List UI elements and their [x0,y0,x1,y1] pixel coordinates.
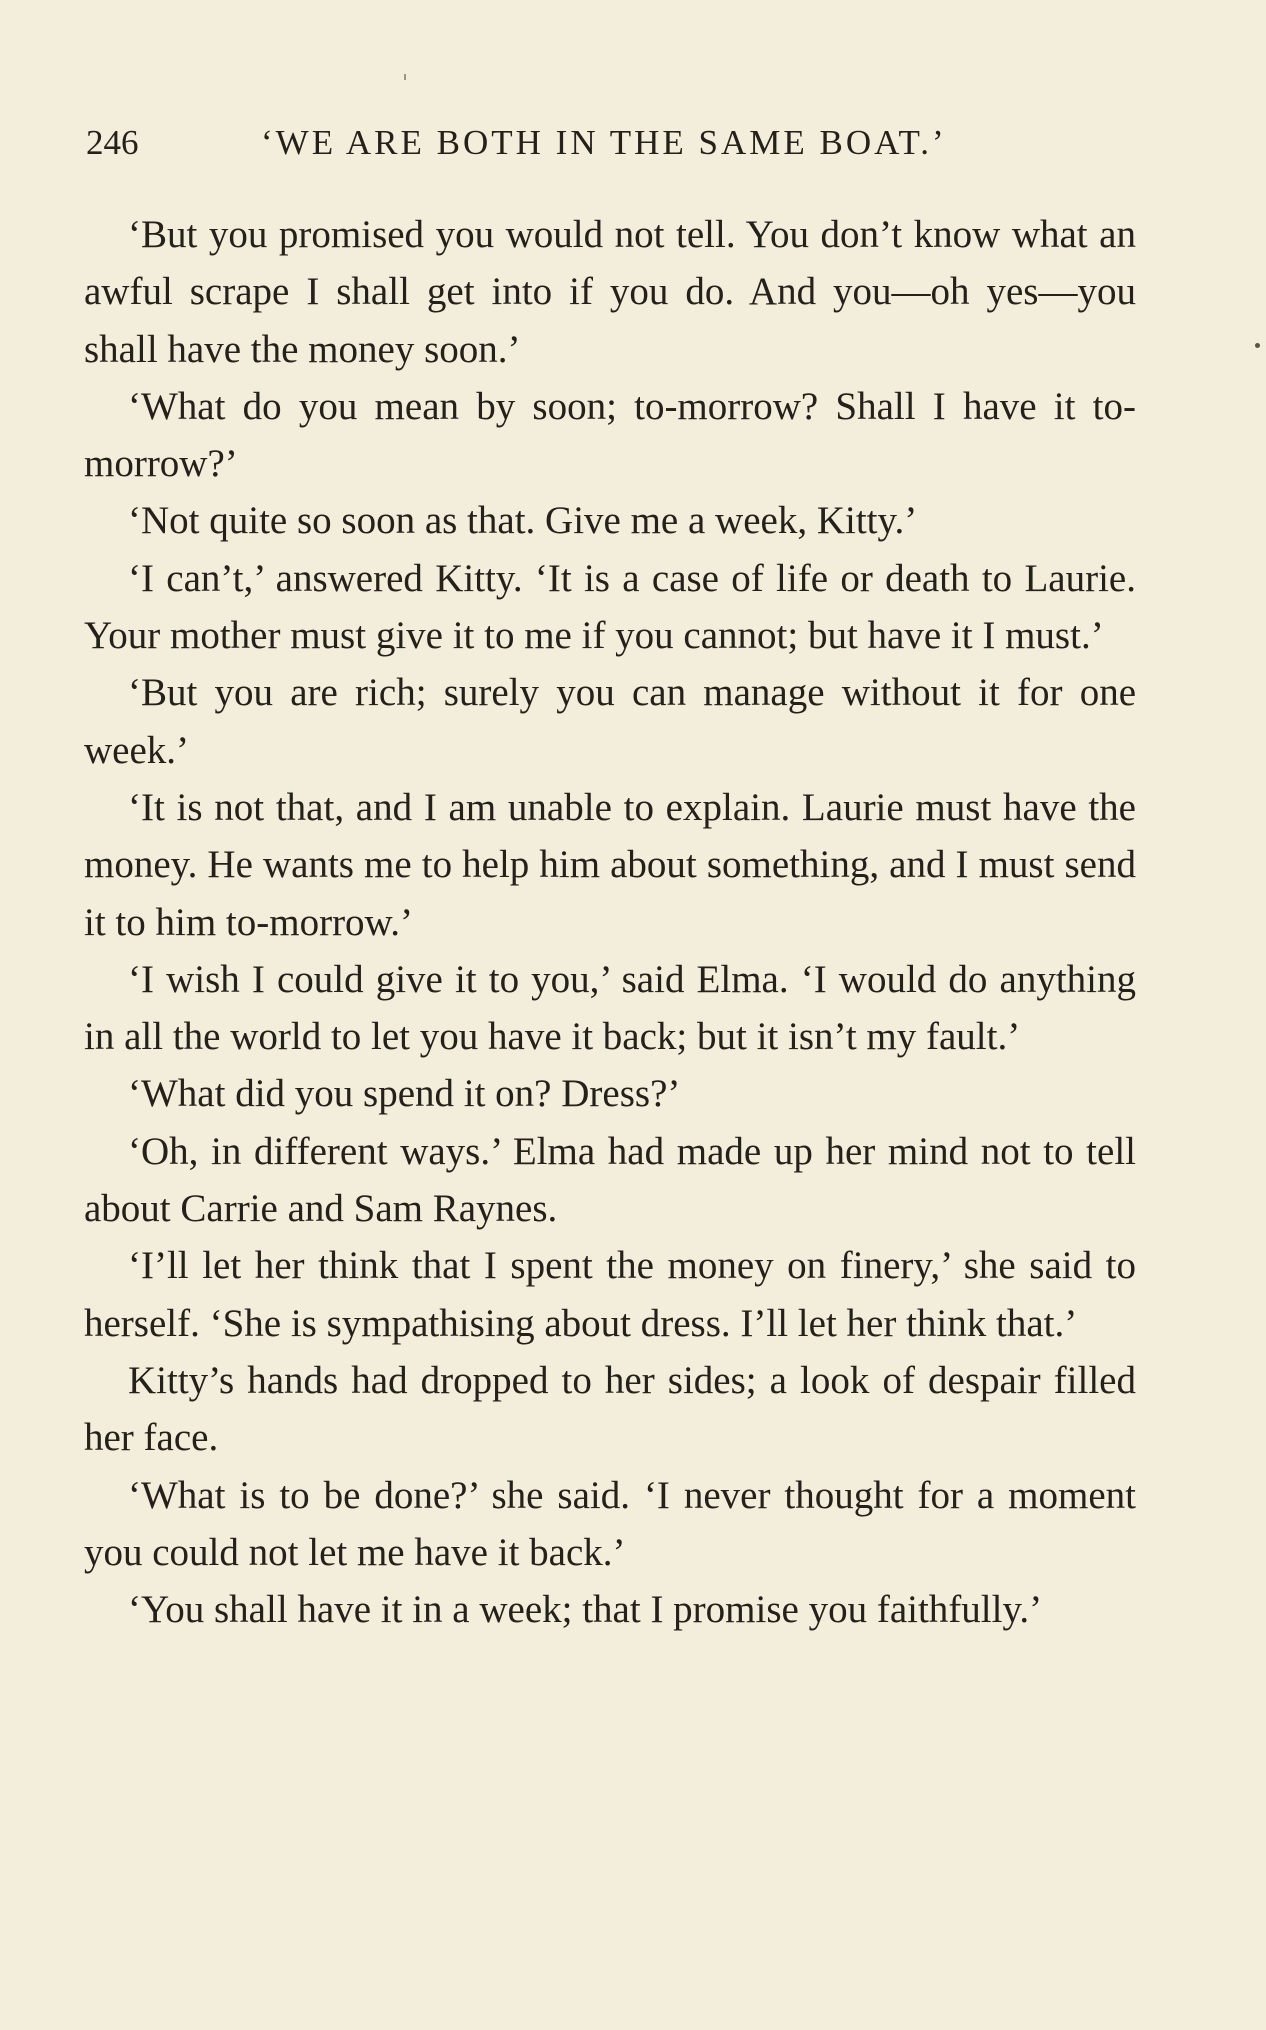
paragraph: ‘But you are rich; surely you can manage without it for one week.’ [84,671,1136,772]
page-mark [404,74,406,80]
running-title: ‘WE ARE BOTH IN THE SAME BOAT.’ [261,123,947,162]
paragraph: ‘What is to be done?’ she said. ‘I never thought for a moment you could not let me have it back.’ [84,1473,1136,1574]
paragraph: ‘You shall have it in a week; that I promise you faithfully.’ [128,1588,1043,1632]
paragraph: ‘What did you spend it on? Dress?’ [128,1072,681,1116]
body-text [84,206,1136,1638]
paragraph: ‘It is not that, and I am unable to explain. Laurie must have the money. He wants me to help him about something, and I must send it to him to-morrow.’ [84,785,1136,944]
page-number: 246 [86,123,139,162]
margin-speck [1255,343,1260,348]
paragraph: ‘What do you mean by soon; to-morrow? Shall I have it to-morrow?’ [84,384,1136,486]
paragraph: ‘I’ll let her think that I spent the money on finery,’ she said to herself. ‘She is sympathising about dress. I’ll let her think that.’ [84,1244,1136,1345]
paragraph: ‘But you promised you would not tell. You don’t know what an awful scrape I shall get into if you do. And you—oh yes—you shall have the money soon.’ [84,213,1136,371]
paragraph: Kitty’s hands had dropped to her sides; a look of despair filled her face. [84,1358,1136,1460]
running-header [86,118,1146,168]
paragraph: ‘I can’t,’ answered Kitty. ‘It is a case of life or death to Laurie. Your mother must give it to me if you cannot; but have it I must.’ [84,556,1136,658]
paragraph: ‘Not quite so soon as that. Give me a week, Kitty.’ [128,499,918,543]
paragraph: ‘Oh, in different ways.’ Elma had made up her mind not to tell about Carrie and Sam Raynes. [84,1129,1136,1231]
paragraph: ‘I wish I could give it to you,’ said Elma. ‘I would do anything in all the world to let you have it back; but it isn’t my fault.’ [84,957,1136,1059]
